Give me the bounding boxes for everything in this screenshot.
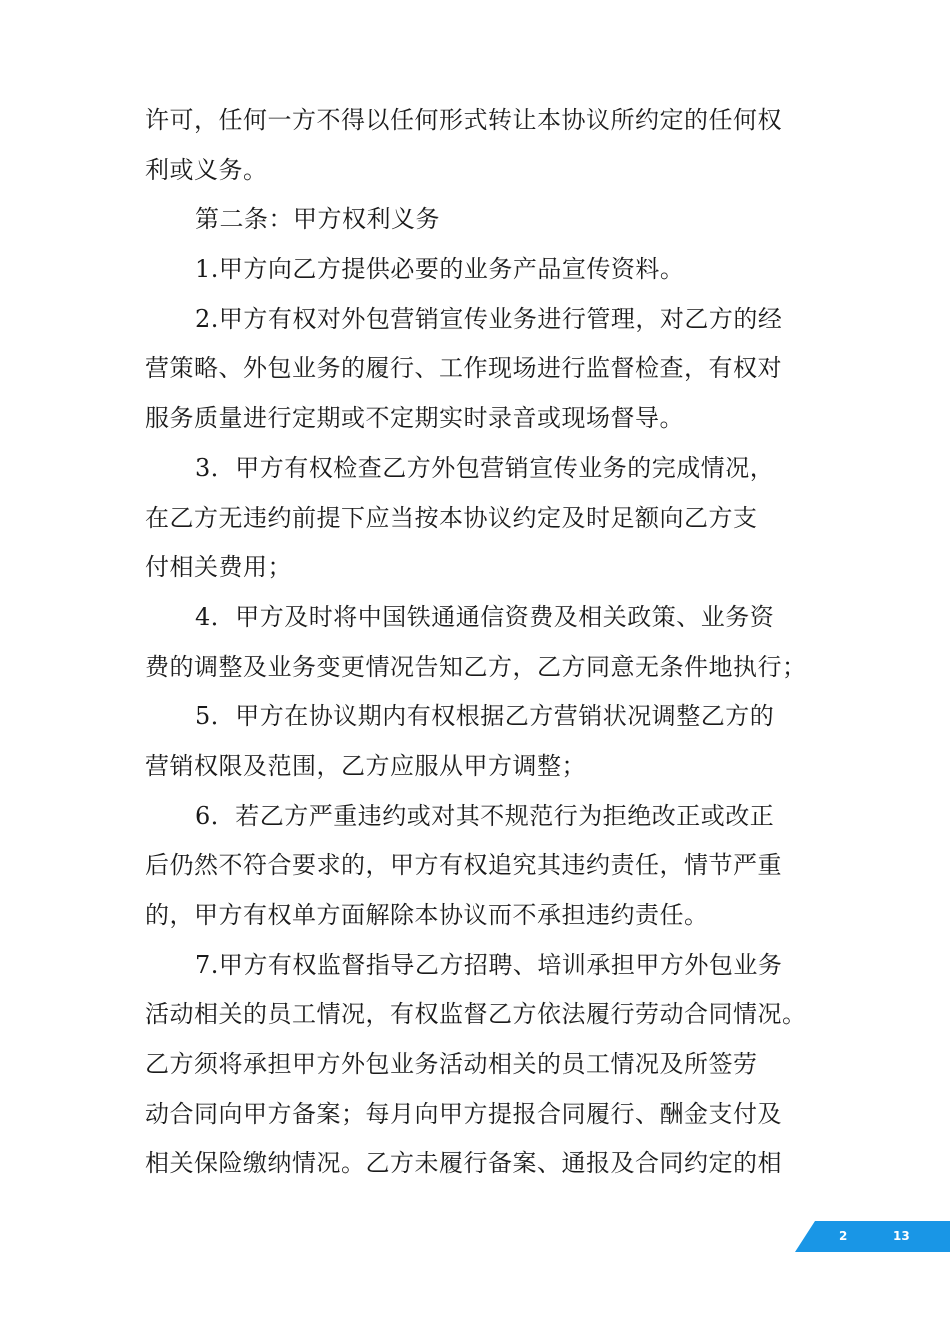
- text-line: 服务质量进行定期或不定期实时录音或现场督导。: [145, 404, 684, 433]
- text-line: 在乙方无违约前提下应当按本协议约定及时足额向乙方支: [145, 503, 758, 532]
- page-number-background: [795, 1221, 950, 1252]
- section-heading: 第二条：甲方权利义务: [195, 205, 440, 234]
- text-line: 的，甲方有权单方面解除本协议而不承担违约责任。: [145, 901, 709, 929]
- text-line: 营策略、外包业务的履行、工作现场进行监督检查，有权对: [145, 354, 782, 383]
- page-number-badge: [795, 1221, 950, 1252]
- text-line: 乙方须将承担甲方外包业务活动相关的员工情况及所签劳: [145, 1050, 758, 1079]
- text-line: 5．甲方在协议期内有权根据乙方营销状况调整乙方的: [195, 702, 775, 731]
- text-line: 相关保险缴纳情况。乙方未履行备案、通报及合同约定的相: [145, 1149, 782, 1178]
- text-line: 2.甲方有权对外包营销宣传业务进行管理，对乙方的经: [195, 304, 783, 333]
- current-page-number: 2: [839, 1229, 848, 1243]
- text-line: 许可，任何一方不得以任何形式转让本协议所约定的任何权: [145, 106, 782, 134]
- total-pages-number: 13: [893, 1229, 910, 1243]
- text-line: 6．若乙方严重违约或对其不规范行为拒绝改正或改正: [195, 801, 775, 830]
- text-line: 3．甲方有权检查乙方外包营销宣传业务的完成情况，: [195, 453, 775, 482]
- text-line: 动合同向甲方备案；每月向甲方提报合同履行、酬金支付及: [145, 1099, 782, 1128]
- text-line: 付相关费用；: [145, 553, 292, 582]
- text-line: 活动相关的员工情况，有权监督乙方依法履行劳动合同情况。: [145, 1000, 807, 1029]
- text-line: 营销权限及范围，乙方应服从甲方调整；: [145, 751, 586, 780]
- text-line: 利或义务。: [145, 155, 268, 184]
- text-line: 1.甲方向乙方提供必要的业务产品宣传资料。: [195, 255, 685, 284]
- document-body: [145, 96, 835, 1189]
- text-line: 后仍然不符合要求的，甲方有权追究其违约责任，情节严重: [145, 851, 782, 880]
- text-line: 7.甲方有权监督指导乙方招聘、培训承担甲方外包业务: [195, 950, 783, 979]
- text-line: 4．甲方及时将中国铁通通信资费及相关政策、业务资: [195, 602, 775, 631]
- text-line: 费的调整及业务变更情况告知乙方，乙方同意无条件地执行；: [145, 652, 807, 681]
